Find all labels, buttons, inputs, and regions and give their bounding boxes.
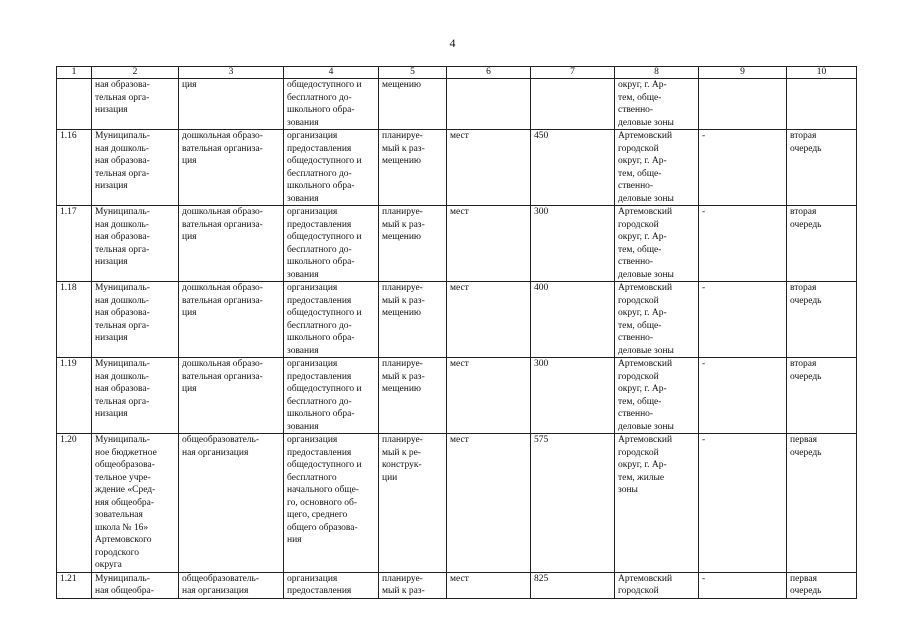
- table-row: [57, 572, 857, 598]
- cell-purpose: организация предоставления: [284, 572, 379, 598]
- table-row: [57, 434, 857, 573]
- page-number: 4: [449, 36, 456, 50]
- table-row: [57, 79, 857, 130]
- header-col-6: 6: [447, 67, 531, 79]
- header-col-1: 1: [57, 67, 92, 79]
- cell-status: планируе- мый к раз- мещению: [379, 358, 447, 434]
- cell-status: планируе- мый к раз-: [379, 572, 447, 598]
- cell-type: общеобразователь- ная организация: [179, 434, 284, 573]
- cell-name: Муниципаль- ная дошколь- ная образова- тельная орга- низация: [92, 282, 179, 358]
- header-col-5: 5: [379, 67, 447, 79]
- cell-purpose: общедоступного и бесплатного до- школьного обра- зования: [284, 79, 379, 130]
- cell-capacity: 825: [531, 572, 615, 598]
- header-col-9: 9: [699, 67, 787, 79]
- cell-number: 1.16: [57, 130, 92, 206]
- cell-type: ция: [179, 79, 284, 130]
- cell-status: мещению: [379, 79, 447, 130]
- cell-location: Артемовский городской округ, г. Ар- тем, обще- ственно- деловые зоны: [615, 358, 699, 434]
- cell-type: общеобразователь- ная организация: [179, 572, 284, 598]
- cell-purpose: организация предоставления общедоступного и бесплатного начального обще- го, основного об- щего, среднего общего образова- ния: [284, 434, 379, 573]
- cell-type: дошкольная образо- вательная организа- ция: [179, 358, 284, 434]
- cell-status: планируе- мый к ре- конструк- ции: [379, 434, 447, 573]
- cell-type: дошкольная образо- вательная организа- ция: [179, 206, 284, 282]
- cell-purpose: организация предоставления общедоступного и бесплатного до- школьного обра- зования: [284, 282, 379, 358]
- header-col-8: 8: [615, 67, 699, 79]
- cell-capacity: 400: [531, 282, 615, 358]
- cell-unit: мест: [447, 358, 531, 434]
- cell-stage: [787, 79, 857, 130]
- cell-status: планируе- мый к раз- мещению: [379, 206, 447, 282]
- table-body: [57, 79, 857, 599]
- cell-stage: вторая очередь: [787, 130, 857, 206]
- cell-capacity: [531, 79, 615, 130]
- cell-unit: [447, 79, 531, 130]
- cell-number: 1.17: [57, 206, 92, 282]
- header-col-7: 7: [531, 67, 615, 79]
- cell-location: Артемовский городской округ, г. Ар- тем, жилые зоны: [615, 434, 699, 573]
- cell-purpose: организация предоставления общедоступного и бесплатного до- школьного обра- зования: [284, 358, 379, 434]
- cell-capacity: 450: [531, 130, 615, 206]
- cell-zone: -: [699, 358, 787, 434]
- cell-name: Муниципаль- ная дошколь- ная образова- тельная орга- низация: [92, 206, 179, 282]
- header-row: [57, 67, 857, 79]
- cell-unit: мест: [447, 282, 531, 358]
- cell-status: планируе- мый к раз- мещению: [379, 130, 447, 206]
- table-row: [57, 130, 857, 206]
- table-row: [57, 282, 857, 358]
- cell-zone: -: [699, 206, 787, 282]
- cell-zone: [699, 79, 787, 130]
- cell-unit: мест: [447, 130, 531, 206]
- cell-capacity: 300: [531, 206, 615, 282]
- cell-location: Артемовский городской округ, г. Ар- тем, обще- ственно- деловые зоны: [615, 130, 699, 206]
- cell-purpose: организация предоставления общедоступного и бесплатного до- школьного обра- зования: [284, 130, 379, 206]
- cell-unit: мест: [447, 434, 531, 573]
- cell-name: Муниципаль- ная дошколь- ная образова- тельная орга- низация: [92, 358, 179, 434]
- cell-name: Муниципаль- ное бюджетное общеобразова- тельное учре- ждение «Сред- няя общеобра- зовательная школа № 16» Артемовского городского округа: [92, 434, 179, 573]
- cell-number: 1.19: [57, 358, 92, 434]
- cell-capacity: 575: [531, 434, 615, 573]
- cell-unit: мест: [447, 572, 531, 598]
- cell-unit: мест: [447, 206, 531, 282]
- cell-stage: первая очередь: [787, 434, 857, 573]
- cell-name: ная образова- тельная орга- низация: [92, 79, 179, 130]
- cell-type: дошкольная образо- вательная организа- ция: [179, 130, 284, 206]
- cell-number: 1.18: [57, 282, 92, 358]
- header-col-3: 3: [179, 67, 284, 79]
- cell-location: Артемовский городской: [615, 572, 699, 598]
- cell-status: планируе- мый к раз- мещению: [379, 282, 447, 358]
- data-table: [56, 66, 857, 599]
- cell-location: Артемовский городской округ, г. Ар- тем, обще- ственно- деловые зоны: [615, 206, 699, 282]
- header-col-10: 10: [787, 67, 857, 79]
- cell-purpose: организация предоставления общедоступного и бесплатного до- школьного обра- зования: [284, 206, 379, 282]
- cell-name: Муниципаль- ная общеобра-: [92, 572, 179, 598]
- cell-zone: -: [699, 282, 787, 358]
- cell-stage: вторая очередь: [787, 282, 857, 358]
- cell-capacity: 300: [531, 358, 615, 434]
- cell-stage: первая очередь: [787, 572, 857, 598]
- cell-location: Артемовский городской округ, г. Ар- тем, обще- ственно- деловые зоны: [615, 282, 699, 358]
- table-header: [57, 67, 857, 79]
- cell-zone: -: [699, 572, 787, 598]
- header-col-2: 2: [92, 67, 179, 79]
- cell-zone: -: [699, 434, 787, 573]
- cell-zone: -: [699, 130, 787, 206]
- cell-stage: вторая очередь: [787, 206, 857, 282]
- table-row: [57, 206, 857, 282]
- header-col-4: 4: [284, 67, 379, 79]
- cell-number: [57, 79, 92, 130]
- cell-type: дошкольная образо- вательная организа- ция: [179, 282, 284, 358]
- cell-location: округ, г. Ар- тем, обще- ственно- деловые зоны: [615, 79, 699, 130]
- cell-stage: вторая очередь: [787, 358, 857, 434]
- cell-number: 1.20: [57, 434, 92, 573]
- cell-number: 1.21: [57, 572, 92, 598]
- cell-name: Муниципаль- ная дошколь- ная образова- тельная орга- низация: [92, 130, 179, 206]
- table-row: [57, 358, 857, 434]
